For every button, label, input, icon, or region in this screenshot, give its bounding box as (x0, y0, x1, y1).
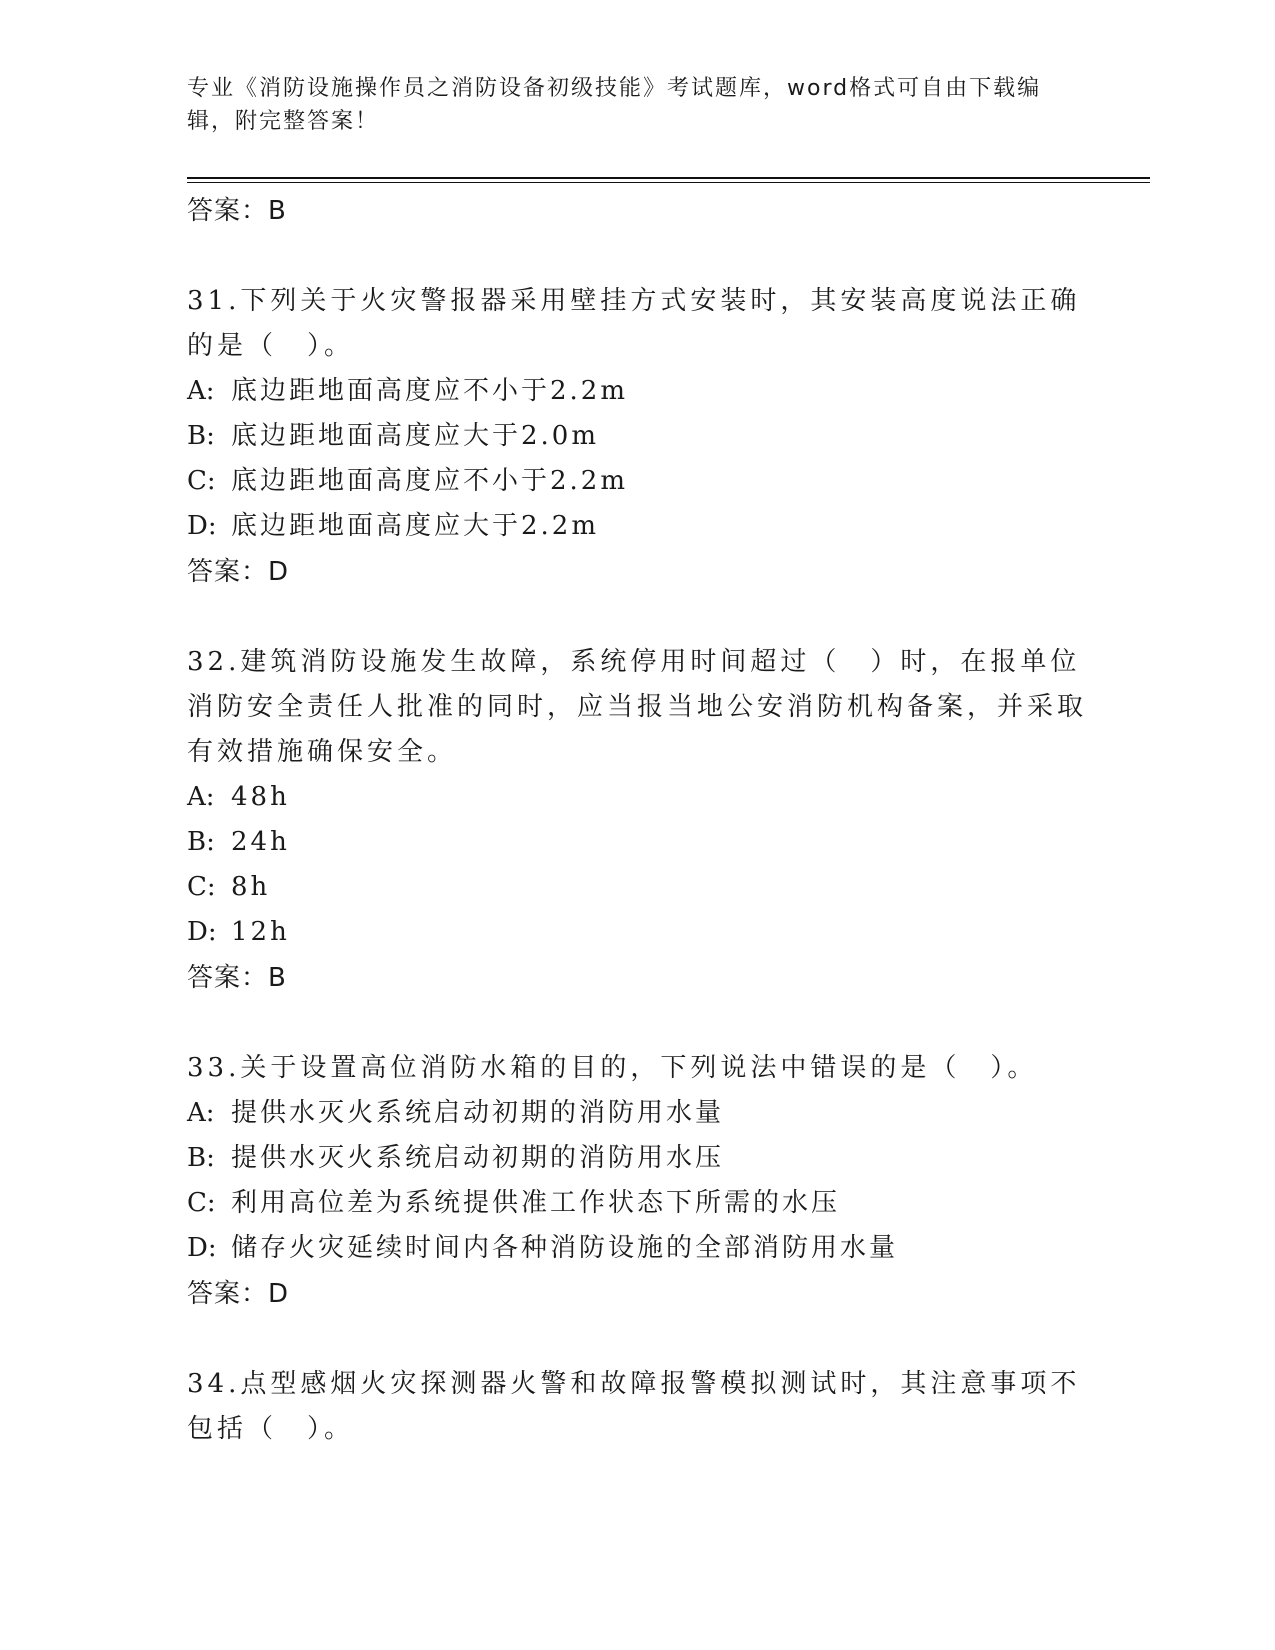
option-text: 储存火灾延续时间内各种消防设施的全部消防用水量 (231, 1233, 899, 1263)
option-text: 24h (231, 827, 290, 857)
option-letter: A: (187, 376, 215, 406)
question-34 (187, 1362, 1087, 1452)
question-text: 32.建筑消防设施发生故障，系统停用时间超过（ ）时，在报单位消防安全责任人批准的同时，应当报当地公安消防机构备案，并采取有效措施确保安全。 (187, 647, 1088, 767)
option-d (187, 504, 1087, 549)
option-b (187, 414, 1087, 459)
header-rule-thin (187, 182, 1150, 183)
option-a (187, 369, 1087, 414)
option-text: 48h (231, 782, 290, 812)
option-c (187, 459, 1087, 504)
option-text: 提供水灭火系统启动初期的消防用水压 (231, 1143, 725, 1173)
option-letter: D: (187, 511, 217, 541)
question-text: 33.关于设置高位消防水箱的目的，下列说法中错误的是（ ）。 (187, 1053, 1038, 1083)
page-header: 专业《消防设施操作员之消防设备初级技能》考试题库，word格式可自由下载编辑，附完整答案！ (187, 76, 1042, 134)
question-text: 31.下列关于火灾警报器采用壁挂方式安装时，其安装高度说法正确的是（ ）。 (187, 286, 1081, 361)
answer-line: 答案：D (187, 557, 290, 587)
option-letter: D: (187, 1233, 217, 1263)
option-text: 利用高位差为系统提供准工作状态下所需的水压 (231, 1188, 841, 1218)
answer-line: 答案：B (187, 196, 287, 226)
option-letter: C: (187, 1188, 216, 1218)
option-letter: A: (187, 782, 215, 812)
option-b (187, 1136, 1087, 1181)
option-letter: B: (187, 421, 215, 451)
option-letter: C: (187, 466, 216, 496)
option-letter: D: (187, 917, 217, 947)
option-a (187, 1091, 1087, 1136)
option-text: 提供水灭火系统启动初期的消防用水量 (231, 1098, 725, 1128)
header-rule-thick (187, 177, 1150, 179)
question-31 (187, 279, 1087, 595)
option-c (187, 865, 1087, 910)
option-b (187, 820, 1087, 865)
option-text: 底边距地面高度应大于2.0m (231, 421, 600, 451)
answer-line: 答案：D (187, 1279, 290, 1309)
question-text: 34.点型感烟火灾探测器火警和故障报警模拟测试时，其注意事项不包括（ ）。 (187, 1369, 1081, 1444)
option-text: 12h (231, 917, 290, 947)
option-d (187, 1226, 1087, 1271)
option-d (187, 910, 1087, 955)
question-list (187, 188, 1087, 1452)
question-33 (187, 1046, 1087, 1317)
option-text: 底边距地面高度应大于2.2m (231, 511, 600, 541)
answer-line: 答案：B (187, 963, 287, 993)
option-c (187, 1181, 1087, 1226)
option-text: 底边距地面高度应不小于2.2m (231, 466, 629, 496)
question-32 (187, 640, 1087, 1001)
option-a (187, 775, 1087, 820)
option-letter: B: (187, 827, 215, 857)
option-text: 8h (231, 872, 271, 902)
option-letter: A: (187, 1098, 215, 1128)
option-text: 底边距地面高度应不小于2.2m (231, 376, 629, 406)
option-letter: B: (187, 1143, 215, 1173)
option-letter: C: (187, 872, 216, 902)
